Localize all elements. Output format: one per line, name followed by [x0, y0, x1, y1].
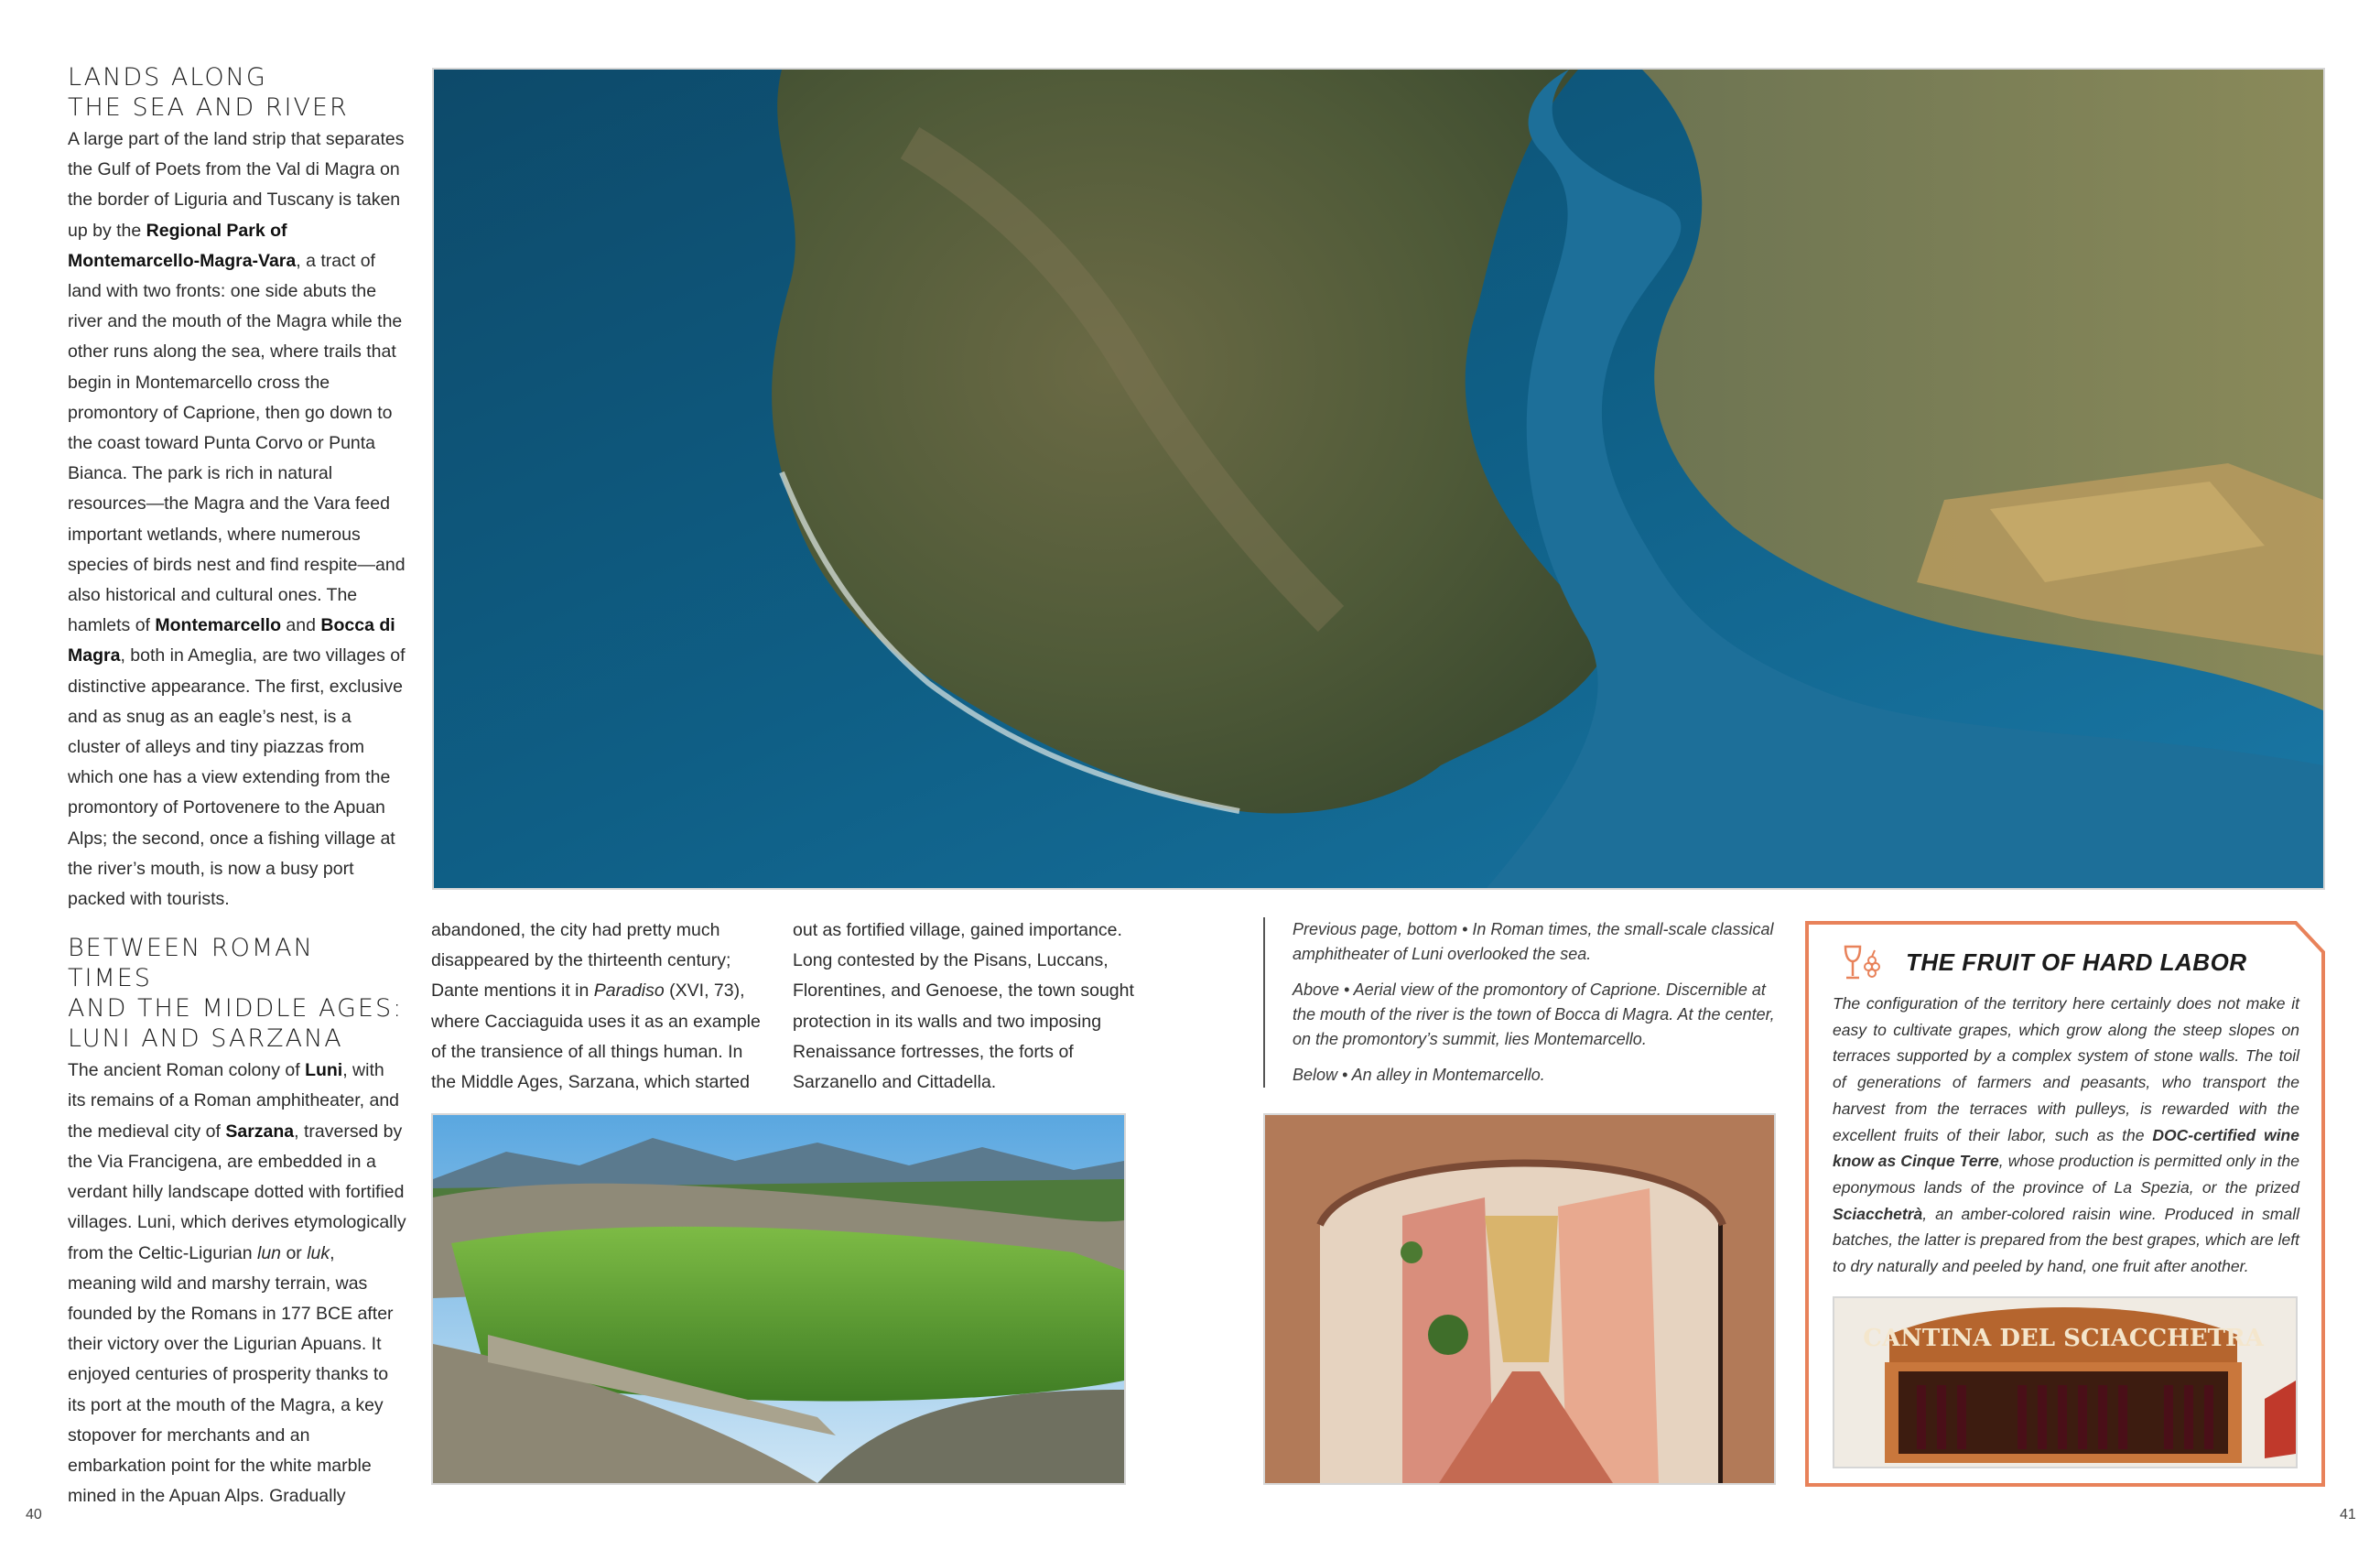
text-run: , a tract of land with two fronts: one side abuts the river and the mouth of the Magra while the other runs along the sea, where trails that begin in Montemarcello cross the promontory of Caprione, then go down to the coast toward Punta Corvo or Punta Bianca. The park is rich in natural resources—the Magra and the Vara feed important wetlands, where numerous species of birds nest and find respite—and also historical and cultural ones. The hamlets of: [68, 250, 406, 636]
text-run: , an amber-colored raisin wine. Produced in small batches, the latter is prepared from the best grapes, which are left to dry naturally and peeled by hand, one fruit after another.: [1833, 1204, 2299, 1276]
caption-above: Above • Aerial view of the promontory of Caprione. Discernible at the mouth of the river is the town of Bocca di Magra. At the center, on the promontory’s summit, lies Montemarcello.: [1293, 980, 1775, 1048]
text-run: The configuration of the territory here certainly does not make it easy to cultivate grapes, which grow along the steep slopes on terraces supported by a complex system of stone walls. The toil of generations of farmers and peasants, who transport the harvest from the terraces with pulleys, is rewarded with the excellent fruits of their labor, such as the: [1833, 994, 2299, 1144]
text-run: , with its remains of a Roman amphitheater, and the medieval city of: [68, 1060, 400, 1142]
text-column-middle: [431, 915, 772, 1098]
aerial-photo-caprione: [432, 68, 2325, 890]
bold-term: Bocca di Magra: [68, 615, 395, 666]
sidebar-box: [1805, 921, 2325, 1487]
caption-below: Below • An alley in Montemarcello.: [1293, 1066, 1545, 1084]
bold-term: Sciacchetrà: [1833, 1204, 1923, 1223]
left-column: [68, 62, 406, 1511]
text-run: or: [281, 1242, 308, 1263]
text-run: (XVI, 73), where Cacciaguida uses it as an example of the transience of all things human. In the Middle Ages, Sarzana, which started: [431, 980, 761, 1093]
alley-photo-montemarcello: [1263, 1113, 1776, 1485]
text-run: , both in Ameglia, are two villages of distinctive appearance. The first, exclusive and as snug as an eagle’s nest, is a cluster of alleys and tiny piazzas from which one has a view extending from the promontory of Portovenere to the Apuan Alps; the second, once a fishing village at the river’s mouth, is now a busy port packed with tourists.: [68, 645, 406, 910]
text-run: A large part of the land strip that separates the Gulf of Poets from the Val di Magra on the border of Liguria and Tuscany is taken up by the: [68, 129, 405, 241]
text-run: , whose production is permitted only in the eponymous lands of the province of La Spezia, or the prized: [1833, 1152, 2299, 1197]
sidebar-body: [1833, 991, 2299, 1280]
italic-term: Paradiso: [593, 980, 665, 1002]
bold-term: Luni: [305, 1060, 343, 1081]
section-heading-lands: LANDS ALONG THE SEA AND RIVER: [68, 63, 349, 122]
wine-grapes-icon: [1838, 941, 1884, 987]
italic-term: luk: [307, 1242, 330, 1263]
cantina-sign-photo: [1833, 1296, 2298, 1468]
paragraph-lands: [68, 125, 406, 915]
cantina-sign-text: CANTINA DEL SCIACCHETRA: [1863, 1325, 2264, 1352]
caption-previous-page: Previous page, bottom • In Roman times, the small-scale classical amphitheater of Luni overlooked the sea.: [1293, 920, 1774, 963]
bold-term: DOC-certified wine know as Cinque Terre: [1833, 1125, 2299, 1171]
text-run: abandoned, the city had pretty much disappeared by the thirteenth century; Dante mentions it in: [431, 920, 731, 1002]
text-run: and: [281, 615, 321, 636]
text-run: The ancient Roman colony of: [68, 1060, 306, 1081]
bold-term: Montemarcello: [155, 615, 282, 636]
captions-block: [1263, 917, 1776, 1088]
paragraph-luni: [68, 1056, 406, 1511]
page-number-right: 41: [2340, 1507, 2356, 1522]
text-run: , meaning wild and marshy terrain, was founded by the Romans in 177 BCE after their victory over the Ligurian Apuans. It enjoyed centuries of prosperity thanks to its port at the mouth of the Magra, a key stopover for merchants and an embarkation point for the white marble mined in the Apuan Alps. Gradually: [68, 1242, 394, 1507]
text-run: , traversed by the Via Francigena, are embedded in a verdant hilly landscape dotted with fortified villages. Luni, which derives etymologically from the Celtic-Ligurian: [68, 1121, 406, 1263]
amphitheater-photo: [431, 1113, 1126, 1485]
italic-term: lun: [257, 1242, 282, 1263]
bold-term: Regional Park of Montemarcello-Magra-Vara: [68, 220, 297, 271]
text-column-right: out as fortified village, gained importance. Long contested by the Pisans, Luccans, Florentines, and Genoese, the town sought protection in its walls and two imposing Renaissance fortresses, the forts of Sarzanello and Cittadella.: [793, 920, 1134, 1093]
sidebar-title: THE FRUIT OF HARD LABOR: [1906, 948, 2247, 976]
bold-term: Sarzana: [225, 1121, 295, 1142]
page-number-left: 40: [26, 1507, 42, 1522]
section-heading-luni: BETWEEN ROMAN TIMES AND THE MIDDLE AGES: LUNI AND SARZANA: [68, 934, 404, 1054]
